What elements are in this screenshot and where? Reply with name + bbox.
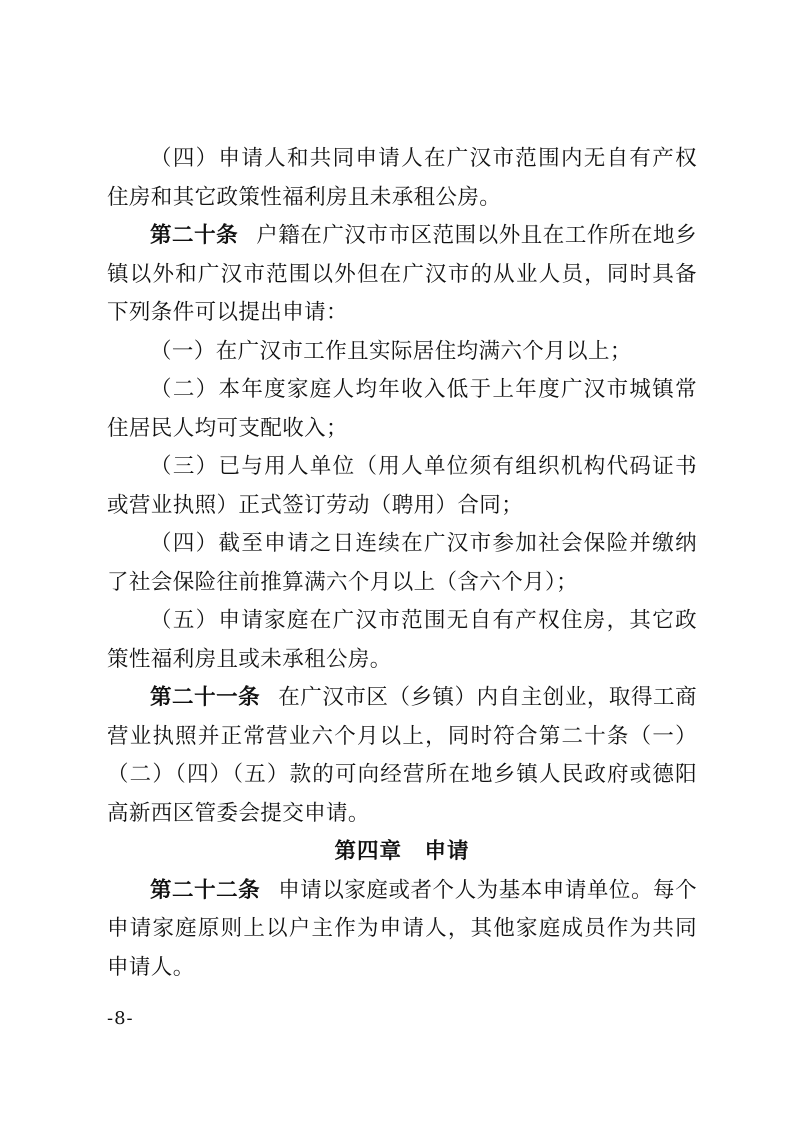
paragraph	[107, 333, 697, 372]
page-number: -8-	[107, 1008, 134, 1029]
paragraph	[107, 448, 697, 525]
paragraph-group-after	[107, 872, 697, 988]
chapter-heading: 第四章 申请	[334, 839, 470, 864]
article-number: 第二十二条	[150, 877, 261, 903]
paragraph	[107, 371, 697, 448]
paragraph	[107, 217, 697, 333]
paragraph	[107, 872, 697, 988]
paragraph-text: （五）申请家庭在广汉市范围无自有产权住房，其它政策性福利房且或未承租公房。	[107, 608, 697, 672]
paragraph-group-before	[107, 140, 697, 833]
paragraph-text: 在广汉市区（乡镇）内自主创业，取得工商营业执照并正常营业六个月以上，同时符合第二十条（一）（二）（四）（五）款的可向经营所在地乡镇人民政府或德阳高新西区管委会提交申请。	[107, 685, 697, 826]
paragraph-text: （四）截至申请之日连续在广汉市参加社会保险并缴纳了社会保险往前推算满六个月以上（含六个月）；	[107, 531, 697, 595]
paragraph-text: 户籍在广汉市市区范围以外且在工作所在地乡镇以外和广汉市范围以外但在广汉市的从业人员，同时具备下列条件可以提出申请：	[107, 223, 697, 325]
paragraph-text: （三）已与用人单位（用人单位须有组织机构代码证书或营业执照）正式签订劳动（聘用）合同；	[107, 454, 697, 518]
paragraph	[107, 679, 697, 833]
paragraph-text: （二）本年度家庭人均年收入低于上年度广汉市城镇常住居民人均可支配收入；	[107, 377, 697, 441]
paragraph	[107, 140, 697, 217]
article-number: 第二十条	[150, 223, 239, 248]
paragraph-text: （一）在广汉市工作且实际居住均满六个月以上；	[150, 338, 632, 364]
paragraph-text: （四）申请人和共同申请人在广汉市范围内无自有产权住房和其它政策性福利房且未承租公房。	[107, 146, 697, 210]
paragraph	[107, 602, 697, 679]
document-body	[107, 140, 697, 987]
article-number: 第二十一条	[150, 685, 261, 710]
paragraph-text: 申请以家庭或者个人为基本申请单位。每个申请家庭原则上以户主作为申请人，其他家庭成员作为共同申请人。	[107, 877, 697, 980]
paragraph	[107, 525, 697, 602]
